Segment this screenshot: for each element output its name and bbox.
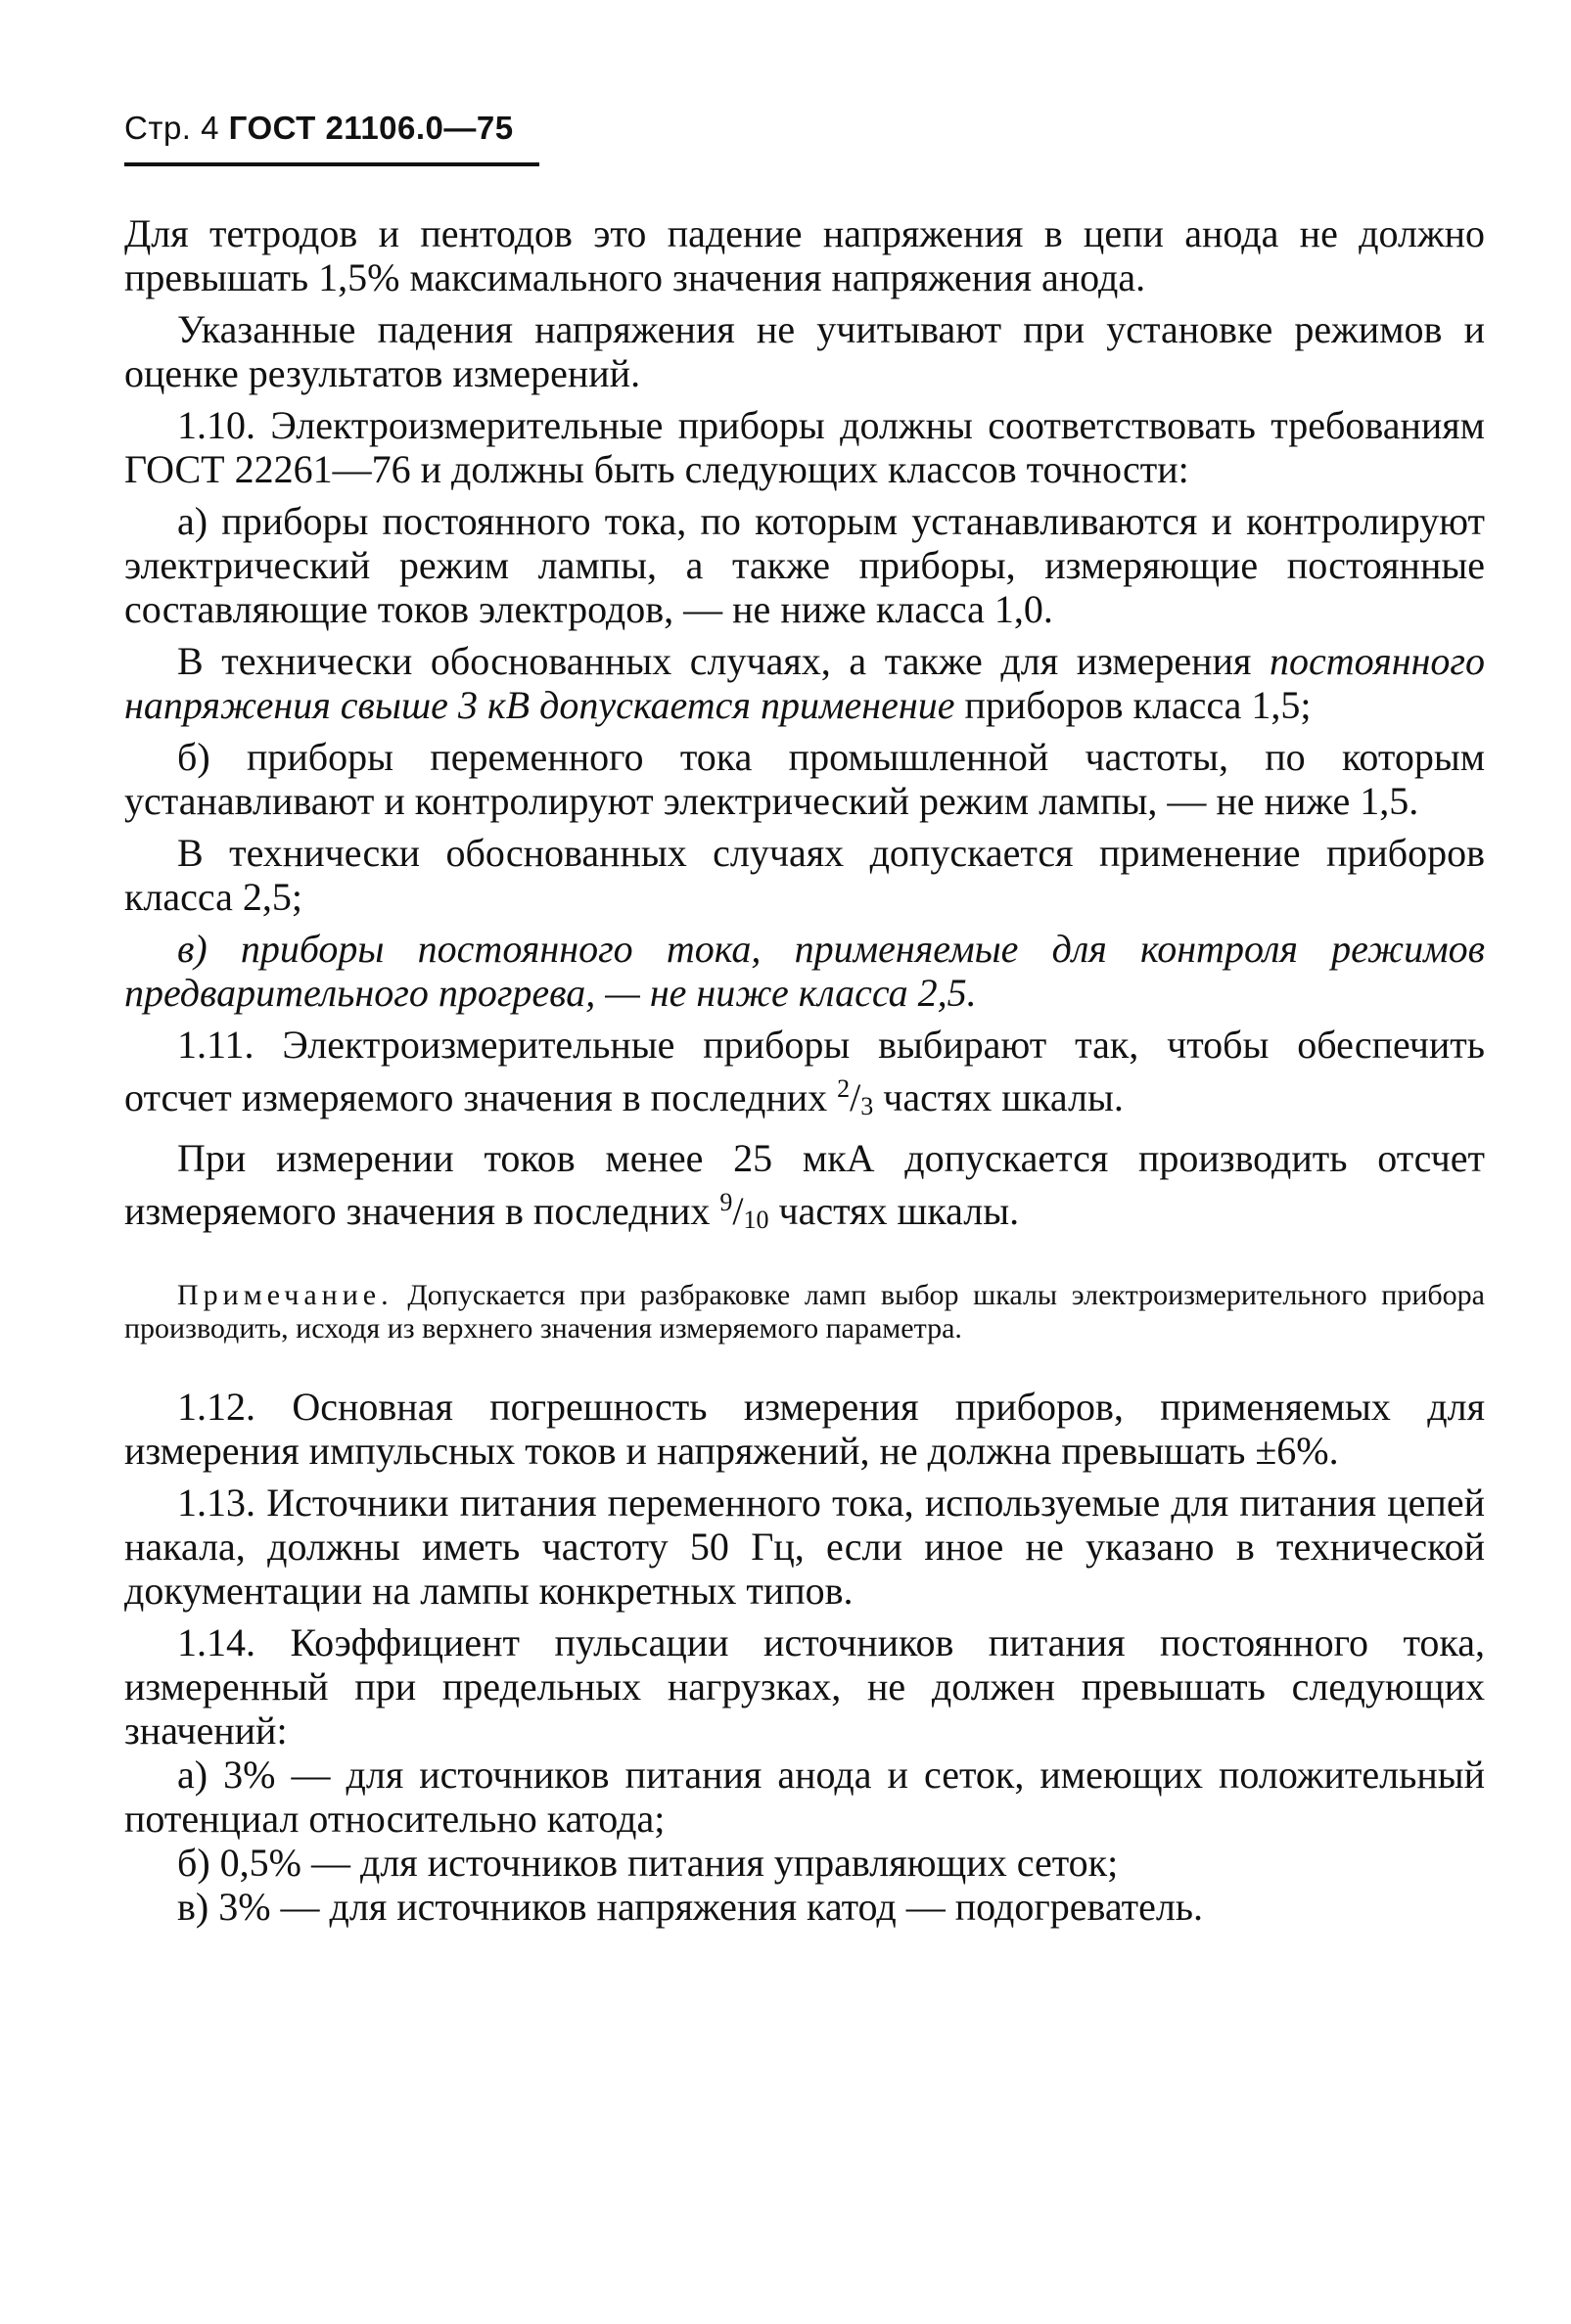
paragraph: В технически обоснованных случаях допускается применение приборов класса 2,5; bbox=[124, 831, 1485, 919]
italic-text-span: постоянного напряжения свыше 3 кВ допускается применение bbox=[124, 639, 1486, 727]
text-span: приборов класса 1,5; bbox=[964, 683, 1312, 727]
text-span: В технически обоснованных случаях, а также для измерения bbox=[177, 639, 1252, 683]
clause-1-12: 1.12. Основная погрешность измерения приборов, применяемых для измерения импульсных токов и напряжений, не должна превышать ±6%. bbox=[124, 1385, 1485, 1473]
paragraph bbox=[124, 1136, 1485, 1242]
document-body bbox=[124, 211, 1485, 1929]
fraction: $^2/_3$ bbox=[837, 1074, 874, 1120]
fraction-numerator: 2 bbox=[837, 1074, 851, 1103]
list-item-v: в) 3% — для источников напряжения катод — подогреватель. bbox=[177, 1885, 1204, 1929]
note-text: Допускается при разбраковке ламп выбор шкалы электроизмерительного прибора производить, исходя из верхнего значения измеряемого параметра. bbox=[124, 1279, 1485, 1344]
note bbox=[124, 1279, 1485, 1345]
fraction: $^9/_{10}$ bbox=[719, 1188, 769, 1234]
text-span: При измерении токов менее 25 мкА допускается производить отсчет измеряемого значения в последних bbox=[124, 1136, 1485, 1233]
note-label: Примечание. bbox=[177, 1279, 393, 1311]
fraction-numerator: 9 bbox=[719, 1188, 733, 1216]
standard-code: ГОСТ 21106.0—75 bbox=[228, 110, 514, 146]
page-number: Стр. 4 bbox=[124, 110, 219, 146]
clause-1-11 bbox=[124, 1023, 1485, 1128]
fraction-denominator: 3 bbox=[860, 1092, 874, 1120]
header-rule bbox=[124, 162, 539, 166]
clause-1-13: 1.13. Источники питания переменного тока, используемые для питания цепей накала, должны иметь частоту 50 Гц, если иное не указано в технической документации на лампы конкретных типов. bbox=[124, 1481, 1485, 1613]
page-header bbox=[124, 110, 514, 147]
paragraph-mixed-italic bbox=[124, 639, 1485, 727]
clause-1-14: 1.14. Коэффициент пульсации источников питания постоянного тока, измеренный при предельных нагрузках, не должен превышать следующих значений: bbox=[124, 1620, 1485, 1753]
clause-1-10: 1.10. Электроизмерительные приборы должны соответствовать требованиям ГОСТ 22261—76 и должны быть следующих классов точности: bbox=[124, 403, 1485, 491]
fraction-denominator: 10 bbox=[743, 1206, 769, 1234]
paragraph: Указанные падения напряжения не учитывают при установке режимов и оценке результатов измерений. bbox=[124, 307, 1485, 395]
list-item-a: а) приборы постоянного тока, по которым устанавливаются и контролируют электрический режим лампы, а также приборы, измеряющие постоянные составляющие токов электродов, — не ниже класса 1,0. bbox=[124, 499, 1485, 631]
text-span: частях шкалы. bbox=[883, 1075, 1124, 1119]
list-item-v: в) приборы постоянного тока, применяемые для контроля режимов предварительного прогрева, — не ниже класса 2,5. bbox=[124, 927, 1485, 1015]
list-item-b: б) 0,5% — для источников питания управляющих сеток; bbox=[177, 1841, 1119, 1885]
list-item-a: а) 3% — для источников питания анода и сеток, имеющих положительный потенциал относительно катода; bbox=[124, 1753, 1485, 1841]
text-span: 1.11. Электроизмерительные приборы выбирают так, чтобы обеспечить отсчет измеряемого значения в последних bbox=[124, 1023, 1485, 1119]
paragraph: Для тетродов и пентодов это падение напряжения в цепи анода не должно превышать 1,5% максимального значения напряжения анода. bbox=[124, 211, 1485, 299]
text-span: частях шкалы. bbox=[778, 1189, 1020, 1233]
list-item-b: б) приборы переменного тока промышленной частоты, по которым устанавливают и контролируют электрический режим лампы, — не ниже 1,5. bbox=[124, 735, 1485, 823]
